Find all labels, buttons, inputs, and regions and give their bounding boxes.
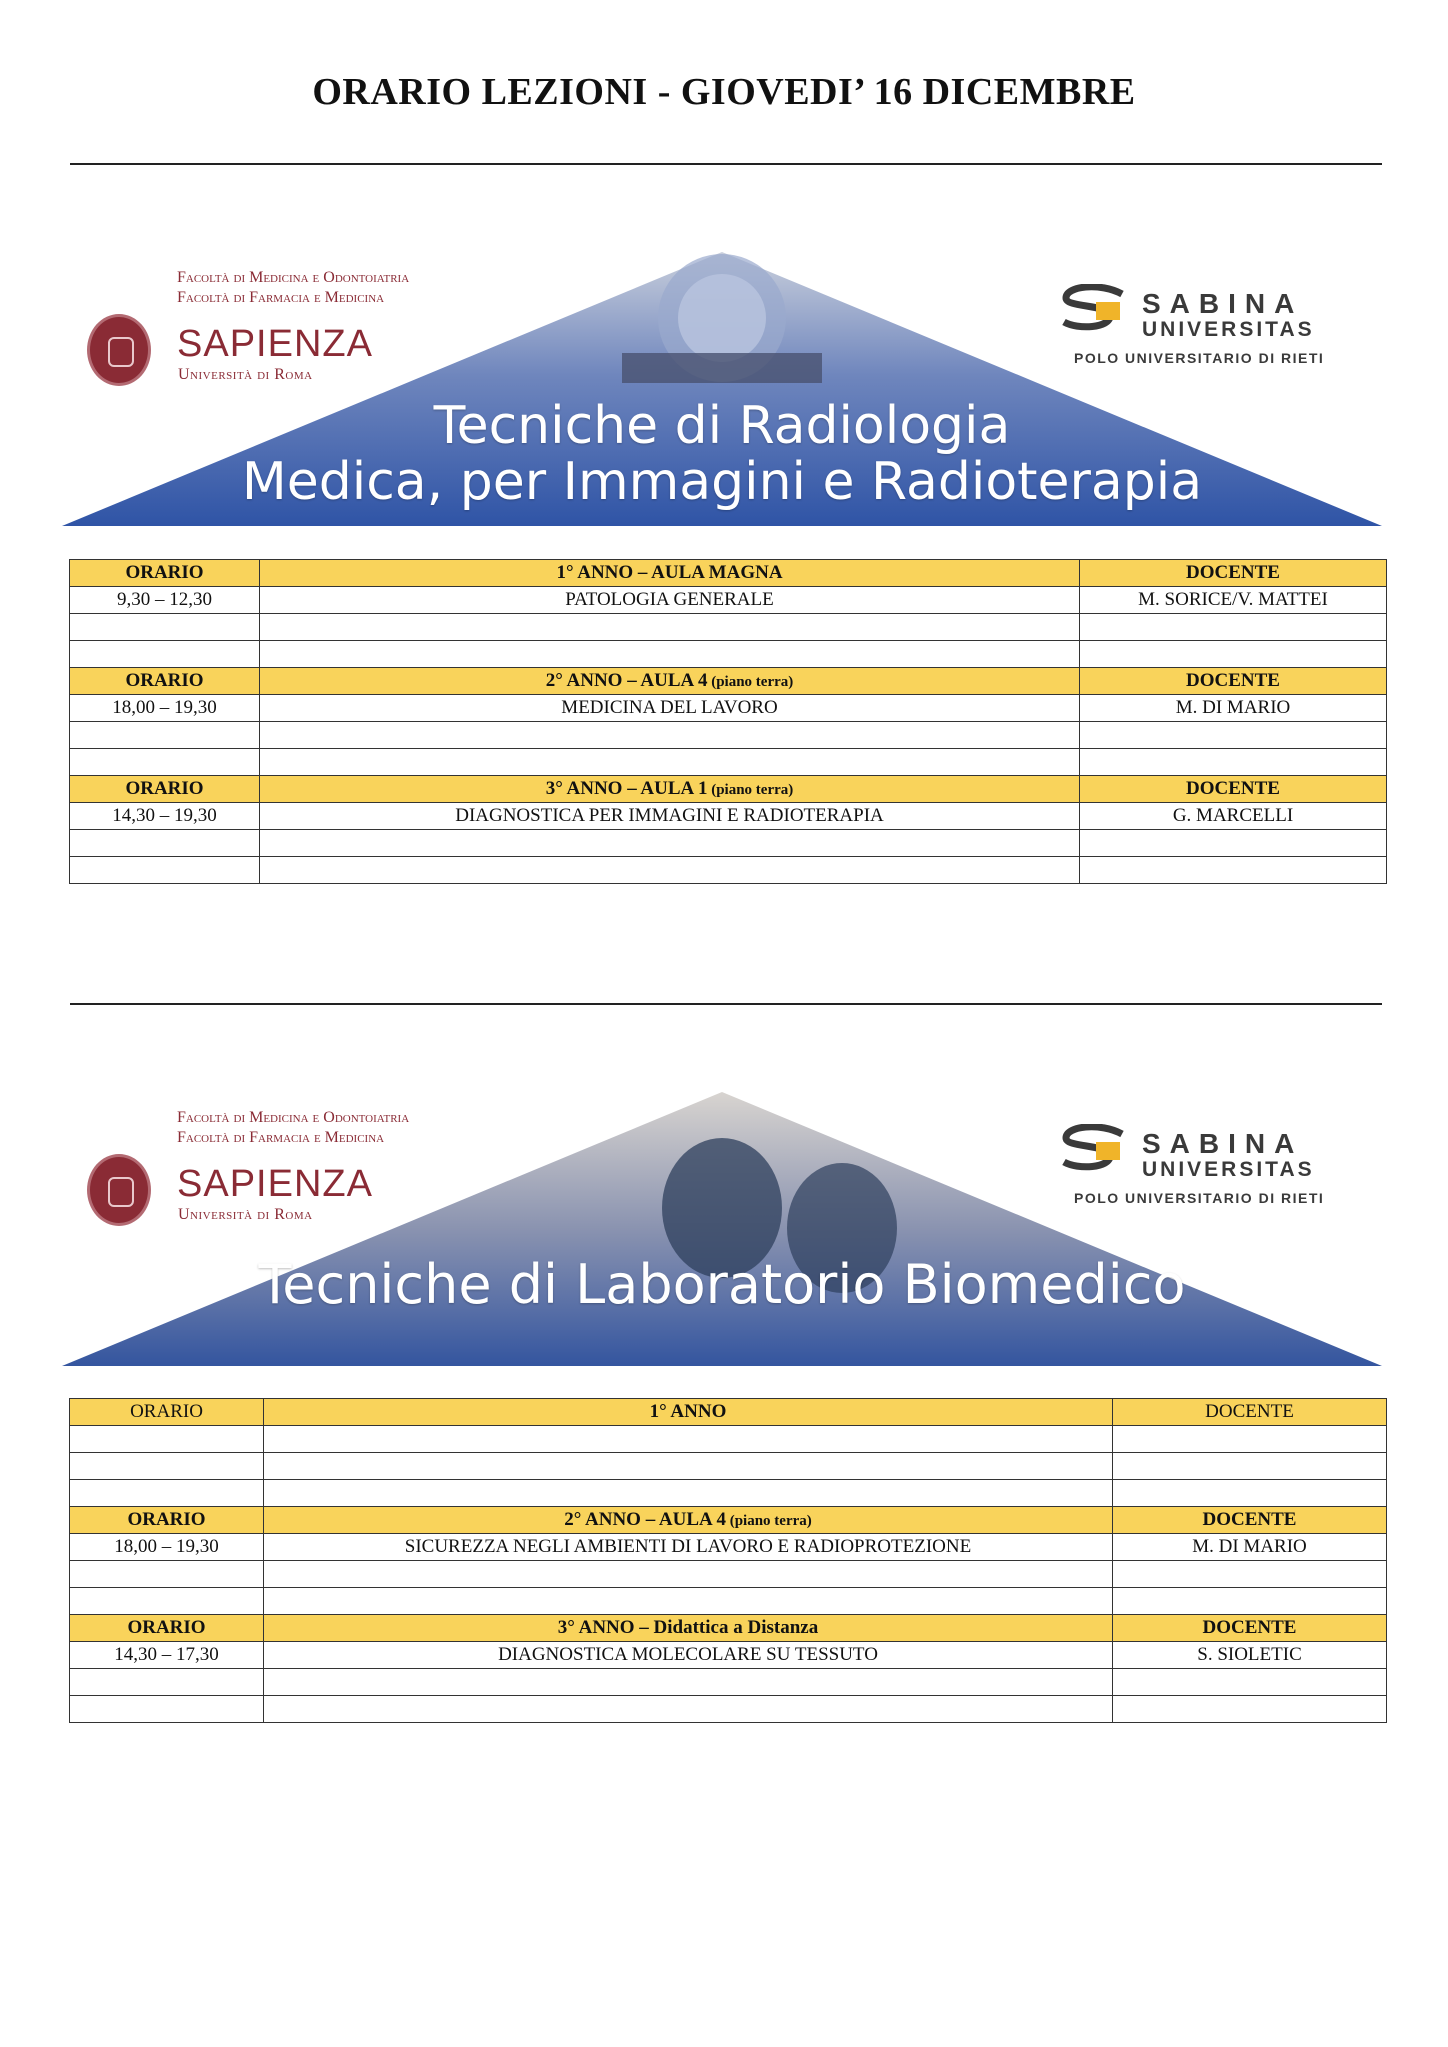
table-row xyxy=(70,830,1387,857)
cell-docente xyxy=(1080,830,1387,857)
course-title-line-1: Tecniche di Laboratorio Biomedico xyxy=(258,1253,1186,1316)
section-divider xyxy=(70,1003,1382,1005)
table-header-row xyxy=(70,776,1387,803)
cell-materia xyxy=(264,1426,1113,1453)
cell-orario xyxy=(70,722,260,749)
sabina-mark-icon xyxy=(1060,284,1132,334)
sapienza-subtitle: Università di Roma xyxy=(178,1206,313,1223)
cell-materia xyxy=(260,722,1080,749)
sabina-subtitle: POLO UNIVERSITARIO DI RIETI xyxy=(1074,350,1325,366)
cell-materia: DIAGNOSTICA MOLECOLARE SU TESSUTO xyxy=(264,1642,1113,1669)
header-orario: ORARIO xyxy=(70,776,260,803)
header-docente: DOCENTE xyxy=(1113,1507,1387,1534)
faculty-line-2: Facoltà di Farmacia e Medicina xyxy=(177,289,385,306)
sapienza-logo-text: SAPIENZA xyxy=(177,323,373,365)
cell-orario: 9,30 – 12,30 xyxy=(70,587,260,614)
header-anno-note: (piano terra) xyxy=(707,781,794,798)
cell-orario xyxy=(70,614,260,641)
cell-orario xyxy=(70,1480,264,1507)
header-anno: 3° ANNO – AULA 1 (piano terra) xyxy=(260,776,1080,803)
cell-materia xyxy=(260,641,1080,668)
header-docente: DOCENTE xyxy=(1080,560,1387,587)
sabina-name-2: UNIVERSITAS xyxy=(1142,1158,1315,1181)
table-header-row xyxy=(70,1615,1387,1642)
header-orario: ORARIO xyxy=(70,1507,264,1534)
header-anno: 2° ANNO – AULA 4 (piano terra) xyxy=(260,668,1080,695)
faculty-line-2: Facoltà di Farmacia e Medicina xyxy=(177,1129,385,1146)
cell-docente xyxy=(1080,641,1387,668)
cell-orario: 18,00 – 19,30 xyxy=(70,695,260,722)
schedule-table-laboratorio xyxy=(69,1398,1387,1723)
table-row xyxy=(70,803,1387,830)
header-anno-note: (piano terra) xyxy=(707,673,794,690)
table-row xyxy=(70,587,1387,614)
page-title: ORARIO LEZIONI - GIOVEDI’ 16 DICEMBRE xyxy=(312,71,1136,113)
table-row xyxy=(70,1696,1387,1723)
sabina-mark-icon xyxy=(1060,1124,1132,1174)
header-anno-note: (piano terra) xyxy=(725,1512,812,1529)
course-banner-radiologia xyxy=(62,248,1382,530)
faculty-line-1: Facoltà di Medicina e Odontoiatria xyxy=(177,269,410,286)
cell-orario xyxy=(70,830,260,857)
cell-orario xyxy=(70,1561,264,1588)
sabina-subtitle: POLO UNIVERSITARIO DI RIETI xyxy=(1074,1190,1325,1206)
course-banner-laboratorio xyxy=(62,1088,1382,1370)
cell-docente xyxy=(1113,1696,1387,1723)
cell-orario: 14,30 – 19,30 xyxy=(70,803,260,830)
cell-orario xyxy=(70,1669,264,1696)
cell-materia xyxy=(264,1453,1113,1480)
cell-orario: 14,30 – 17,30 xyxy=(70,1642,264,1669)
table-row xyxy=(70,722,1387,749)
cell-docente xyxy=(1113,1669,1387,1696)
table-row xyxy=(70,749,1387,776)
sapienza-seal xyxy=(87,1154,151,1226)
cell-materia: DIAGNOSTICA PER IMMAGINI E RADIOTERAPIA xyxy=(260,803,1080,830)
cell-materia xyxy=(264,1696,1113,1723)
cell-docente: M. SORICE/V. MATTEI xyxy=(1080,587,1387,614)
schedule-table-radiologia xyxy=(69,559,1387,884)
cell-materia: MEDICINA DEL LAVORO xyxy=(260,695,1080,722)
cell-materia xyxy=(260,857,1080,884)
cell-docente: S. SIOLETIC xyxy=(1113,1642,1387,1669)
cell-materia xyxy=(264,1588,1113,1615)
cell-materia xyxy=(264,1669,1113,1696)
cell-orario xyxy=(70,641,260,668)
header-orario: ORARIO xyxy=(70,668,260,695)
table-row xyxy=(70,1561,1387,1588)
cell-docente xyxy=(1113,1426,1387,1453)
table-header-row xyxy=(70,1507,1387,1534)
cell-orario xyxy=(70,857,260,884)
course-title-line-2: Medica, per Immagini e Radioterapia xyxy=(241,452,1203,512)
header-anno: 2° ANNO – AULA 4 (piano terra) xyxy=(264,1507,1113,1534)
cell-materia xyxy=(264,1480,1113,1507)
sabina-name-2: UNIVERSITAS xyxy=(1142,318,1315,341)
table-row xyxy=(70,857,1387,884)
table-header-row xyxy=(70,560,1387,587)
sabina-name: SABINA xyxy=(1142,288,1304,319)
cell-orario xyxy=(70,749,260,776)
header-docente: DOCENTE xyxy=(1113,1615,1387,1642)
header-anno: 1° ANNO – AULA MAGNA xyxy=(260,560,1080,587)
cell-docente xyxy=(1113,1561,1387,1588)
cell-materia xyxy=(264,1561,1113,1588)
header-docente: DOCENTE xyxy=(1080,668,1387,695)
table-row xyxy=(70,1642,1387,1669)
header-anno: 3° ANNO – Didattica a Distanza xyxy=(264,1615,1113,1642)
cell-docente: G. MARCELLI xyxy=(1080,803,1387,830)
header-docente: DOCENTE xyxy=(1113,1399,1387,1426)
faculty-line-1: Facoltà di Medicina e Odontoiatria xyxy=(177,1109,410,1126)
table-row xyxy=(70,1669,1387,1696)
cell-docente: M. DI MARIO xyxy=(1080,695,1387,722)
sabina-logo xyxy=(1060,1124,1360,1214)
cell-materia: SICUREZZA NEGLI AMBIENTI DI LAVORO E RADIOPROTEZIONE xyxy=(264,1534,1113,1561)
table-row xyxy=(70,695,1387,722)
cell-docente xyxy=(1080,614,1387,641)
cell-orario xyxy=(70,1696,264,1723)
cell-materia xyxy=(260,830,1080,857)
header-orario: ORARIO xyxy=(70,560,260,587)
header-anno: 1° ANNO xyxy=(264,1399,1113,1426)
cell-orario: 18,00 – 19,30 xyxy=(70,1534,264,1561)
header-orario: ORARIO xyxy=(70,1399,264,1426)
table-row xyxy=(70,614,1387,641)
table-row xyxy=(70,1588,1387,1615)
table-row xyxy=(70,1453,1387,1480)
table-row xyxy=(70,1426,1387,1453)
cell-docente xyxy=(1080,749,1387,776)
cell-materia: PATOLOGIA GENERALE xyxy=(260,587,1080,614)
header-orario: ORARIO xyxy=(70,1615,264,1642)
top-divider xyxy=(70,163,1382,165)
sabina-name: SABINA xyxy=(1142,1128,1304,1159)
cell-docente xyxy=(1113,1480,1387,1507)
sabina-logo xyxy=(1060,284,1360,374)
cell-docente: M. DI MARIO xyxy=(1113,1534,1387,1561)
cell-docente xyxy=(1080,722,1387,749)
cell-orario xyxy=(70,1426,264,1453)
table-row xyxy=(70,1480,1387,1507)
table-row xyxy=(70,641,1387,668)
cell-docente xyxy=(1113,1588,1387,1615)
cell-materia xyxy=(260,614,1080,641)
cell-docente xyxy=(1113,1453,1387,1480)
table-header-row xyxy=(70,1399,1387,1426)
table-row xyxy=(70,1534,1387,1561)
cell-materia xyxy=(260,749,1080,776)
course-title-line-1: Tecniche di Radiologia xyxy=(433,396,1011,456)
cell-orario xyxy=(70,1453,264,1480)
cell-orario xyxy=(70,1588,264,1615)
cell-docente xyxy=(1080,857,1387,884)
sapienza-logo-text: SAPIENZA xyxy=(177,1163,373,1205)
header-docente: DOCENTE xyxy=(1080,776,1387,803)
sapienza-seal xyxy=(87,314,151,386)
table-header-row xyxy=(70,668,1387,695)
sapienza-subtitle: Università di Roma xyxy=(178,366,313,383)
